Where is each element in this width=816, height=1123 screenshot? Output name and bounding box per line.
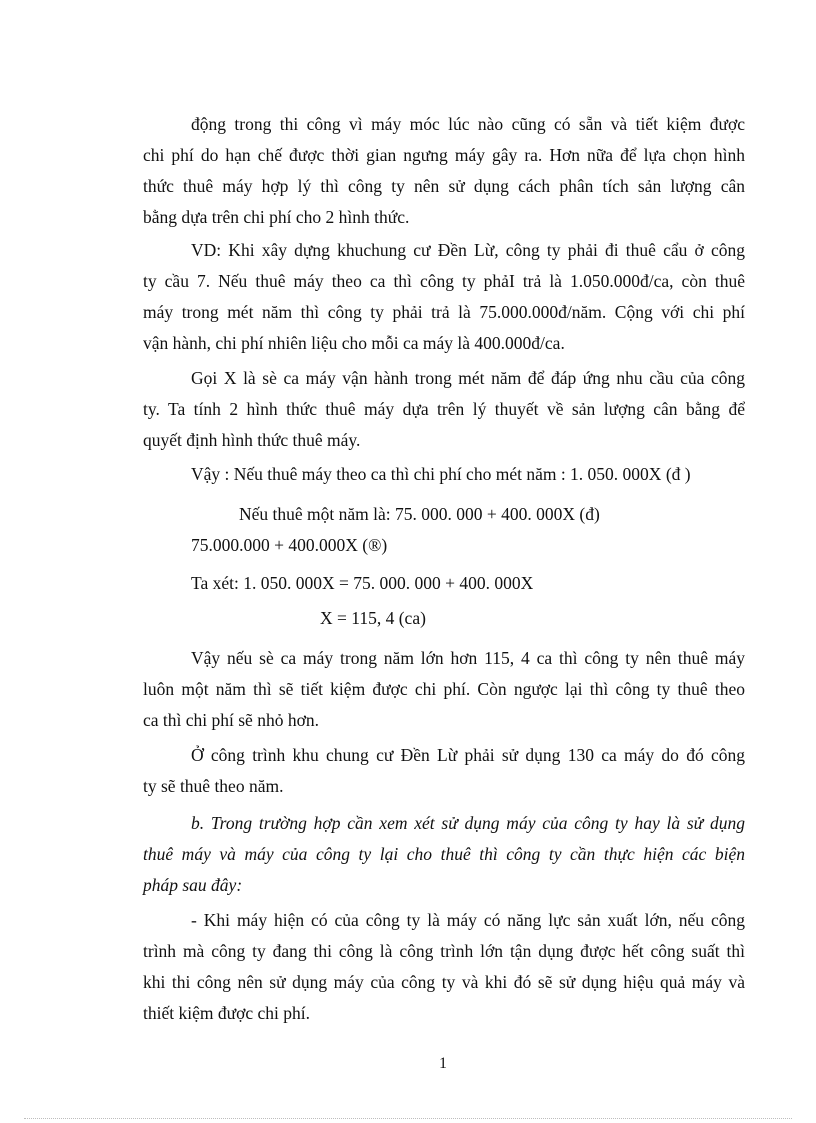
text-line: vận hành, chi phí nhiên liệu cho mỗi ca máy là 400.000đ/ca. bbox=[143, 333, 565, 353]
equation-per-year: Nếu thuê một năm là: 75. 000. 000 + 400. 000X (đ) bbox=[239, 504, 600, 524]
text-line: bằng dựa trên chi phí cho 2 hình thức. bbox=[143, 207, 410, 227]
page-bottom-rule bbox=[24, 1118, 792, 1119]
equation-balance: Ta xét: 1. 050. 000X = 75. 000. 000 + 400. 000X bbox=[191, 573, 534, 593]
text-line: luôn một năm thì sẽ tiết kiệm được chi phí. Còn ngược lại thì công ty thuê theo bbox=[143, 679, 745, 699]
text-line: quyết định hình thức thuê máy. bbox=[143, 430, 361, 450]
text-line: thuê máy và máy của công ty lại cho thuê thì công ty cần thực hiện các biện bbox=[143, 844, 745, 864]
equation-result: X = 115, 4 (ca) bbox=[320, 608, 426, 628]
page-number: 1 bbox=[439, 1055, 447, 1072]
text-line: Ở công trình khu chung cư Đền Lừ phải sử dụng 130 ca máy do đó công bbox=[191, 745, 745, 765]
text-line: trình mà công ty đang thi công là công trình lớn tận dụng được hết công suất thì bbox=[143, 941, 745, 961]
text-line: Vậy nếu sè ca máy trong năm lớn hơn 115, 4 ca thì công ty nên thuê máy bbox=[191, 648, 745, 668]
paragraph-section-b bbox=[143, 808, 745, 901]
text-line: ty sẽ thuê theo năm. bbox=[143, 776, 284, 796]
paragraph-bullet bbox=[143, 905, 745, 1029]
paragraph-definition bbox=[143, 363, 745, 456]
text-line: pháp sau đây: bbox=[143, 875, 243, 895]
equation-continuation: 75.000.000 + 400.000X (®) bbox=[191, 535, 388, 555]
equation-per-shift: Vậy : Nếu thuê máy theo ca thì chi phí cho mét năm : 1. 050. 000X (đ ) bbox=[191, 464, 691, 484]
paragraph-rental-benefit bbox=[143, 109, 745, 233]
text-line: VD: Khi xây dựng khuchung cư Đền Lừ, công ty phải đi thuê cẩu ở công bbox=[191, 240, 745, 260]
text-line: ty cầu 7. Nếu thuê máy theo ca thì công ty phảI trả là 1.050.000đ/ca, còn thuê bbox=[143, 271, 745, 291]
text-line: - Khi máy hiện có của công ty là máy có năng lực sản xuất lớn, nếu công bbox=[191, 910, 745, 930]
text-line: thức thuê máy hợp lý thì công ty nên sử dụng cách phân tích sản lượng cân bbox=[143, 176, 745, 196]
text-line: máy trong mét năm thì công ty phải trả là 75.000.000đ/năm. Cộng với chi phí bbox=[143, 302, 745, 322]
text-line: Gọi X là sè ca máy vận hành trong mét năm để đáp ứng nhu cầu của công bbox=[191, 368, 745, 388]
paragraph-example bbox=[143, 235, 745, 359]
text-line: ca thì chi phí sẽ nhỏ hơn. bbox=[143, 710, 319, 730]
paragraph-conclusion bbox=[143, 643, 745, 736]
text-line: động trong thi công vì máy móc lúc nào cũng có sẵn và tiết kiệm được bbox=[191, 114, 745, 134]
text-line: ty. Ta tính 2 hình thức thuê máy dựa trên lý thuyết về sản lượng cân bằng để bbox=[143, 399, 745, 419]
text-line: chi phí do hạn chế được thời gian ngưng máy gây ra. Hơn nữa để lựa chọn hình bbox=[143, 145, 745, 165]
text-line: khi thi công nên sử dụng máy của công ty và khi đó sẽ sử dụng hiệu quả máy và bbox=[143, 972, 745, 992]
text-line: b. Trong trường hợp cần xem xét sử dụng máy của công ty hay là sử dụng bbox=[191, 813, 745, 833]
paragraph-project bbox=[143, 740, 745, 802]
text-line: thiết kiệm được chi phí. bbox=[143, 1003, 310, 1023]
